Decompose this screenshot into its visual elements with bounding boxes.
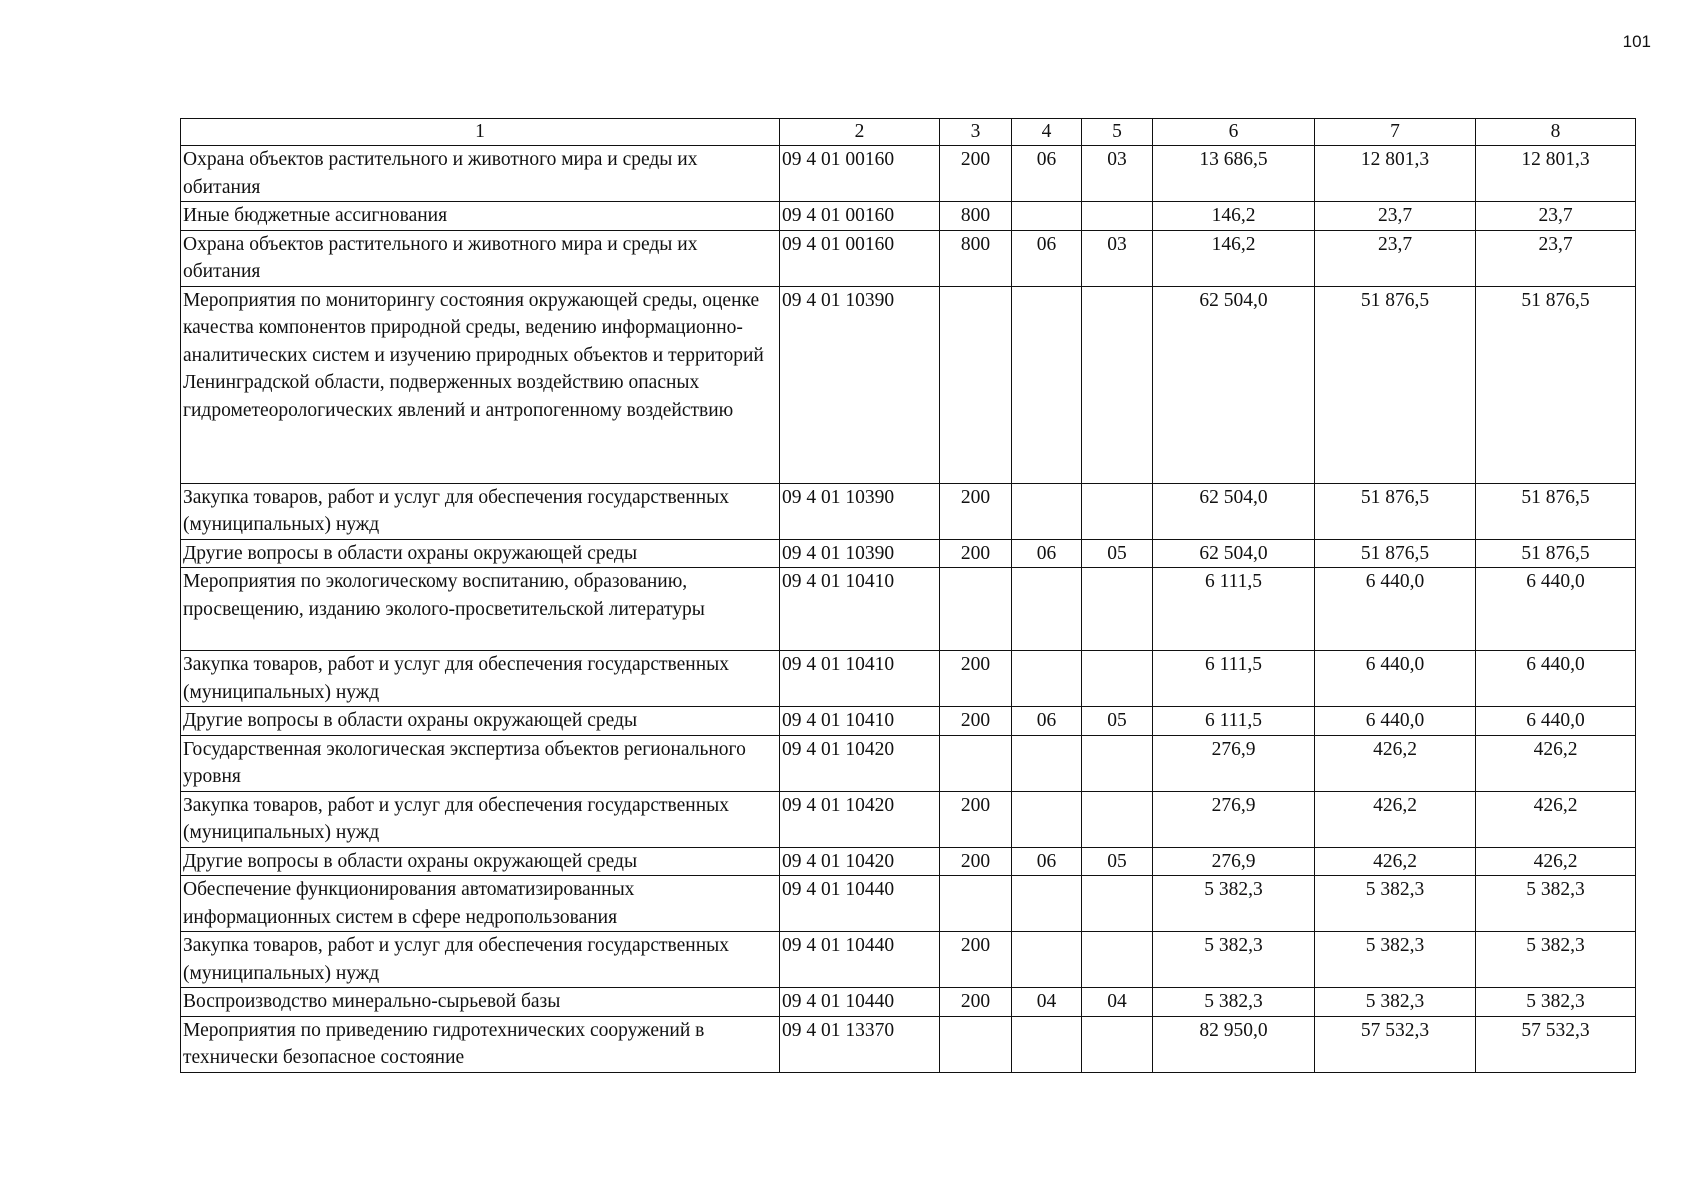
row-name: Закупка товаров, работ и услуг для обеспечения государственных (муниципальных) нужд <box>181 932 780 988</box>
row-col4 <box>1012 483 1082 539</box>
table-row <box>181 230 1636 286</box>
row-value-8: 6 440,0 <box>1476 707 1636 736</box>
row-code: 09 4 01 13370 <box>780 1016 940 1072</box>
row-value-7: 51 876,5 <box>1315 286 1476 483</box>
row-value-6: 146,2 <box>1153 230 1315 286</box>
row-value-6: 13 686,5 <box>1153 146 1315 202</box>
table-row <box>181 988 1636 1017</box>
row-value-8: 57 532,3 <box>1476 1016 1636 1072</box>
page-number: 101 <box>1622 32 1651 51</box>
row-value-6: 276,9 <box>1153 847 1315 876</box>
row-col3: 800 <box>940 230 1012 286</box>
row-value-6: 6 111,5 <box>1153 651 1315 707</box>
row-name: Другие вопросы в области охраны окружающей среды <box>181 847 780 876</box>
row-value-8: 5 382,3 <box>1476 876 1636 932</box>
row-col5 <box>1082 286 1153 483</box>
row-col5: 05 <box>1082 707 1153 736</box>
row-code: 09 4 01 10440 <box>780 876 940 932</box>
row-code: 09 4 01 10390 <box>780 286 940 483</box>
row-col5 <box>1082 932 1153 988</box>
column-header: 8 <box>1476 119 1636 146</box>
row-value-7: 426,2 <box>1315 847 1476 876</box>
row-name: Закупка товаров, работ и услуг для обеспечения государственных (муниципальных) нужд <box>181 651 780 707</box>
row-value-8: 12 801,3 <box>1476 146 1636 202</box>
row-col5 <box>1082 791 1153 847</box>
row-code: 09 4 01 10440 <box>780 932 940 988</box>
row-col3: 200 <box>940 707 1012 736</box>
column-header: 6 <box>1153 119 1315 146</box>
row-col5 <box>1082 651 1153 707</box>
table-row <box>181 146 1636 202</box>
row-col4: 04 <box>1012 988 1082 1017</box>
row-col5 <box>1082 483 1153 539</box>
column-header: 1 <box>181 119 780 146</box>
row-value-7: 6 440,0 <box>1315 707 1476 736</box>
row-col3: 200 <box>940 146 1012 202</box>
row-value-7: 23,7 <box>1315 202 1476 231</box>
row-code: 09 4 01 00160 <box>780 146 940 202</box>
row-col5 <box>1082 568 1153 651</box>
row-value-7: 51 876,5 <box>1315 483 1476 539</box>
row-value-6: 62 504,0 <box>1153 483 1315 539</box>
row-name: Мероприятия по экологическому воспитанию, образованию, просвещению, изданию эколого-просветительской литературы <box>181 568 780 651</box>
row-code: 09 4 01 10410 <box>780 568 940 651</box>
row-value-6: 62 504,0 <box>1153 539 1315 568</box>
row-value-6: 5 382,3 <box>1153 932 1315 988</box>
row-value-6: 6 111,5 <box>1153 568 1315 651</box>
row-name: Мероприятия по мониторингу состояния окружающей среды, оценке качества компонентов природной среды, ведению информационно-аналитических систем и изучению природных объектов и территорий Ленинградской области, подверженных воздействию опасных гидрометеорологических явлений и антропогенному воздействию <box>181 286 780 483</box>
row-name: Другие вопросы в области охраны окружающей среды <box>181 707 780 736</box>
row-value-7: 426,2 <box>1315 735 1476 791</box>
row-value-7: 6 440,0 <box>1315 651 1476 707</box>
row-value-7: 57 532,3 <box>1315 1016 1476 1072</box>
row-value-8: 6 440,0 <box>1476 568 1636 651</box>
table-row <box>181 202 1636 231</box>
row-col4 <box>1012 651 1082 707</box>
row-value-8: 426,2 <box>1476 735 1636 791</box>
row-value-7: 51 876,5 <box>1315 539 1476 568</box>
row-col4 <box>1012 735 1082 791</box>
column-header: 3 <box>940 119 1012 146</box>
row-value-6: 146,2 <box>1153 202 1315 231</box>
row-col3 <box>940 1016 1012 1072</box>
table-row <box>181 932 1636 988</box>
row-code: 09 4 01 10390 <box>780 483 940 539</box>
row-name: Закупка товаров, работ и услуг для обеспечения государственных (муниципальных) нужд <box>181 483 780 539</box>
row-col3: 200 <box>940 651 1012 707</box>
row-col5: 05 <box>1082 847 1153 876</box>
row-code: 09 4 01 10440 <box>780 988 940 1017</box>
row-code: 09 4 01 00160 <box>780 202 940 231</box>
table-row <box>181 791 1636 847</box>
row-col4 <box>1012 876 1082 932</box>
row-col3: 200 <box>940 483 1012 539</box>
table-row <box>181 483 1636 539</box>
row-code: 09 4 01 10420 <box>780 735 940 791</box>
row-col4: 06 <box>1012 707 1082 736</box>
table-row <box>181 707 1636 736</box>
row-value-6: 276,9 <box>1153 791 1315 847</box>
row-name: Другие вопросы в области охраны окружающей среды <box>181 539 780 568</box>
table-row <box>181 735 1636 791</box>
row-code: 09 4 01 10420 <box>780 847 940 876</box>
row-col3 <box>940 286 1012 483</box>
column-header: 5 <box>1082 119 1153 146</box>
row-col5: 04 <box>1082 988 1153 1017</box>
row-col5 <box>1082 735 1153 791</box>
row-code: 09 4 01 10420 <box>780 791 940 847</box>
row-value-7: 6 440,0 <box>1315 568 1476 651</box>
row-col4 <box>1012 791 1082 847</box>
row-col5 <box>1082 202 1153 231</box>
row-col4: 06 <box>1012 847 1082 876</box>
row-col3: 200 <box>940 847 1012 876</box>
row-col3: 200 <box>940 791 1012 847</box>
row-name: Охрана объектов растительного и животного мира и среды их обитания <box>181 230 780 286</box>
row-value-8: 5 382,3 <box>1476 988 1636 1017</box>
row-col5 <box>1082 1016 1153 1072</box>
row-value-8: 426,2 <box>1476 847 1636 876</box>
row-col3: 200 <box>940 932 1012 988</box>
row-col5: 05 <box>1082 539 1153 568</box>
row-col3: 800 <box>940 202 1012 231</box>
row-value-6: 82 950,0 <box>1153 1016 1315 1072</box>
row-name: Государственная экологическая экспертиза объектов регионального уровня <box>181 735 780 791</box>
row-col4 <box>1012 568 1082 651</box>
row-value-6: 5 382,3 <box>1153 876 1315 932</box>
row-value-8: 6 440,0 <box>1476 651 1636 707</box>
row-name: Воспроизводство минерально-сырьевой базы <box>181 988 780 1017</box>
row-value-7: 12 801,3 <box>1315 146 1476 202</box>
row-value-8: 51 876,5 <box>1476 286 1636 483</box>
row-col4 <box>1012 932 1082 988</box>
row-code: 09 4 01 10410 <box>780 707 940 736</box>
table-row <box>181 651 1636 707</box>
row-value-7: 23,7 <box>1315 230 1476 286</box>
column-header: 7 <box>1315 119 1476 146</box>
row-name: Закупка товаров, работ и услуг для обеспечения государственных (муниципальных) нужд <box>181 791 780 847</box>
row-col3 <box>940 735 1012 791</box>
row-name: Иные бюджетные ассигнования <box>181 202 780 231</box>
row-name: Охрана объектов растительного и животного мира и среды их обитания <box>181 146 780 202</box>
table-header-row <box>181 119 1636 146</box>
row-col4: 06 <box>1012 539 1082 568</box>
row-col4 <box>1012 1016 1082 1072</box>
row-code: 09 4 01 00160 <box>780 230 940 286</box>
row-name: Обеспечение функционирования автоматизированных информационных систем в сфере недропользования <box>181 876 780 932</box>
row-value-8: 51 876,5 <box>1476 539 1636 568</box>
table-row <box>181 1016 1636 1072</box>
row-col5 <box>1082 876 1153 932</box>
row-value-7: 5 382,3 <box>1315 932 1476 988</box>
row-value-8: 5 382,3 <box>1476 932 1636 988</box>
row-name: Мероприятия по приведению гидротехнических сооружений в технически безопасное состояние <box>181 1016 780 1072</box>
row-col3: 200 <box>940 539 1012 568</box>
row-col3: 200 <box>940 988 1012 1017</box>
table-row <box>181 286 1636 483</box>
row-code: 09 4 01 10390 <box>780 539 940 568</box>
row-value-7: 5 382,3 <box>1315 876 1476 932</box>
row-value-8: 51 876,5 <box>1476 483 1636 539</box>
column-header: 2 <box>780 119 940 146</box>
row-col4: 06 <box>1012 230 1082 286</box>
row-col4 <box>1012 286 1082 483</box>
row-value-6: 6 111,5 <box>1153 707 1315 736</box>
budget-table <box>180 118 1636 1073</box>
row-value-8: 23,7 <box>1476 202 1636 231</box>
table-row <box>181 568 1636 651</box>
column-header: 4 <box>1012 119 1082 146</box>
row-value-6: 62 504,0 <box>1153 286 1315 483</box>
table-row <box>181 539 1636 568</box>
table-row <box>181 847 1636 876</box>
row-col5: 03 <box>1082 230 1153 286</box>
row-value-7: 5 382,3 <box>1315 988 1476 1017</box>
row-value-6: 276,9 <box>1153 735 1315 791</box>
row-col4 <box>1012 202 1082 231</box>
row-code: 09 4 01 10410 <box>780 651 940 707</box>
row-col4: 06 <box>1012 146 1082 202</box>
row-value-6: 5 382,3 <box>1153 988 1315 1017</box>
row-col5: 03 <box>1082 146 1153 202</box>
row-value-8: 426,2 <box>1476 791 1636 847</box>
row-value-8: 23,7 <box>1476 230 1636 286</box>
table-row <box>181 876 1636 932</box>
row-col3 <box>940 568 1012 651</box>
row-col3 <box>940 876 1012 932</box>
row-value-7: 426,2 <box>1315 791 1476 847</box>
